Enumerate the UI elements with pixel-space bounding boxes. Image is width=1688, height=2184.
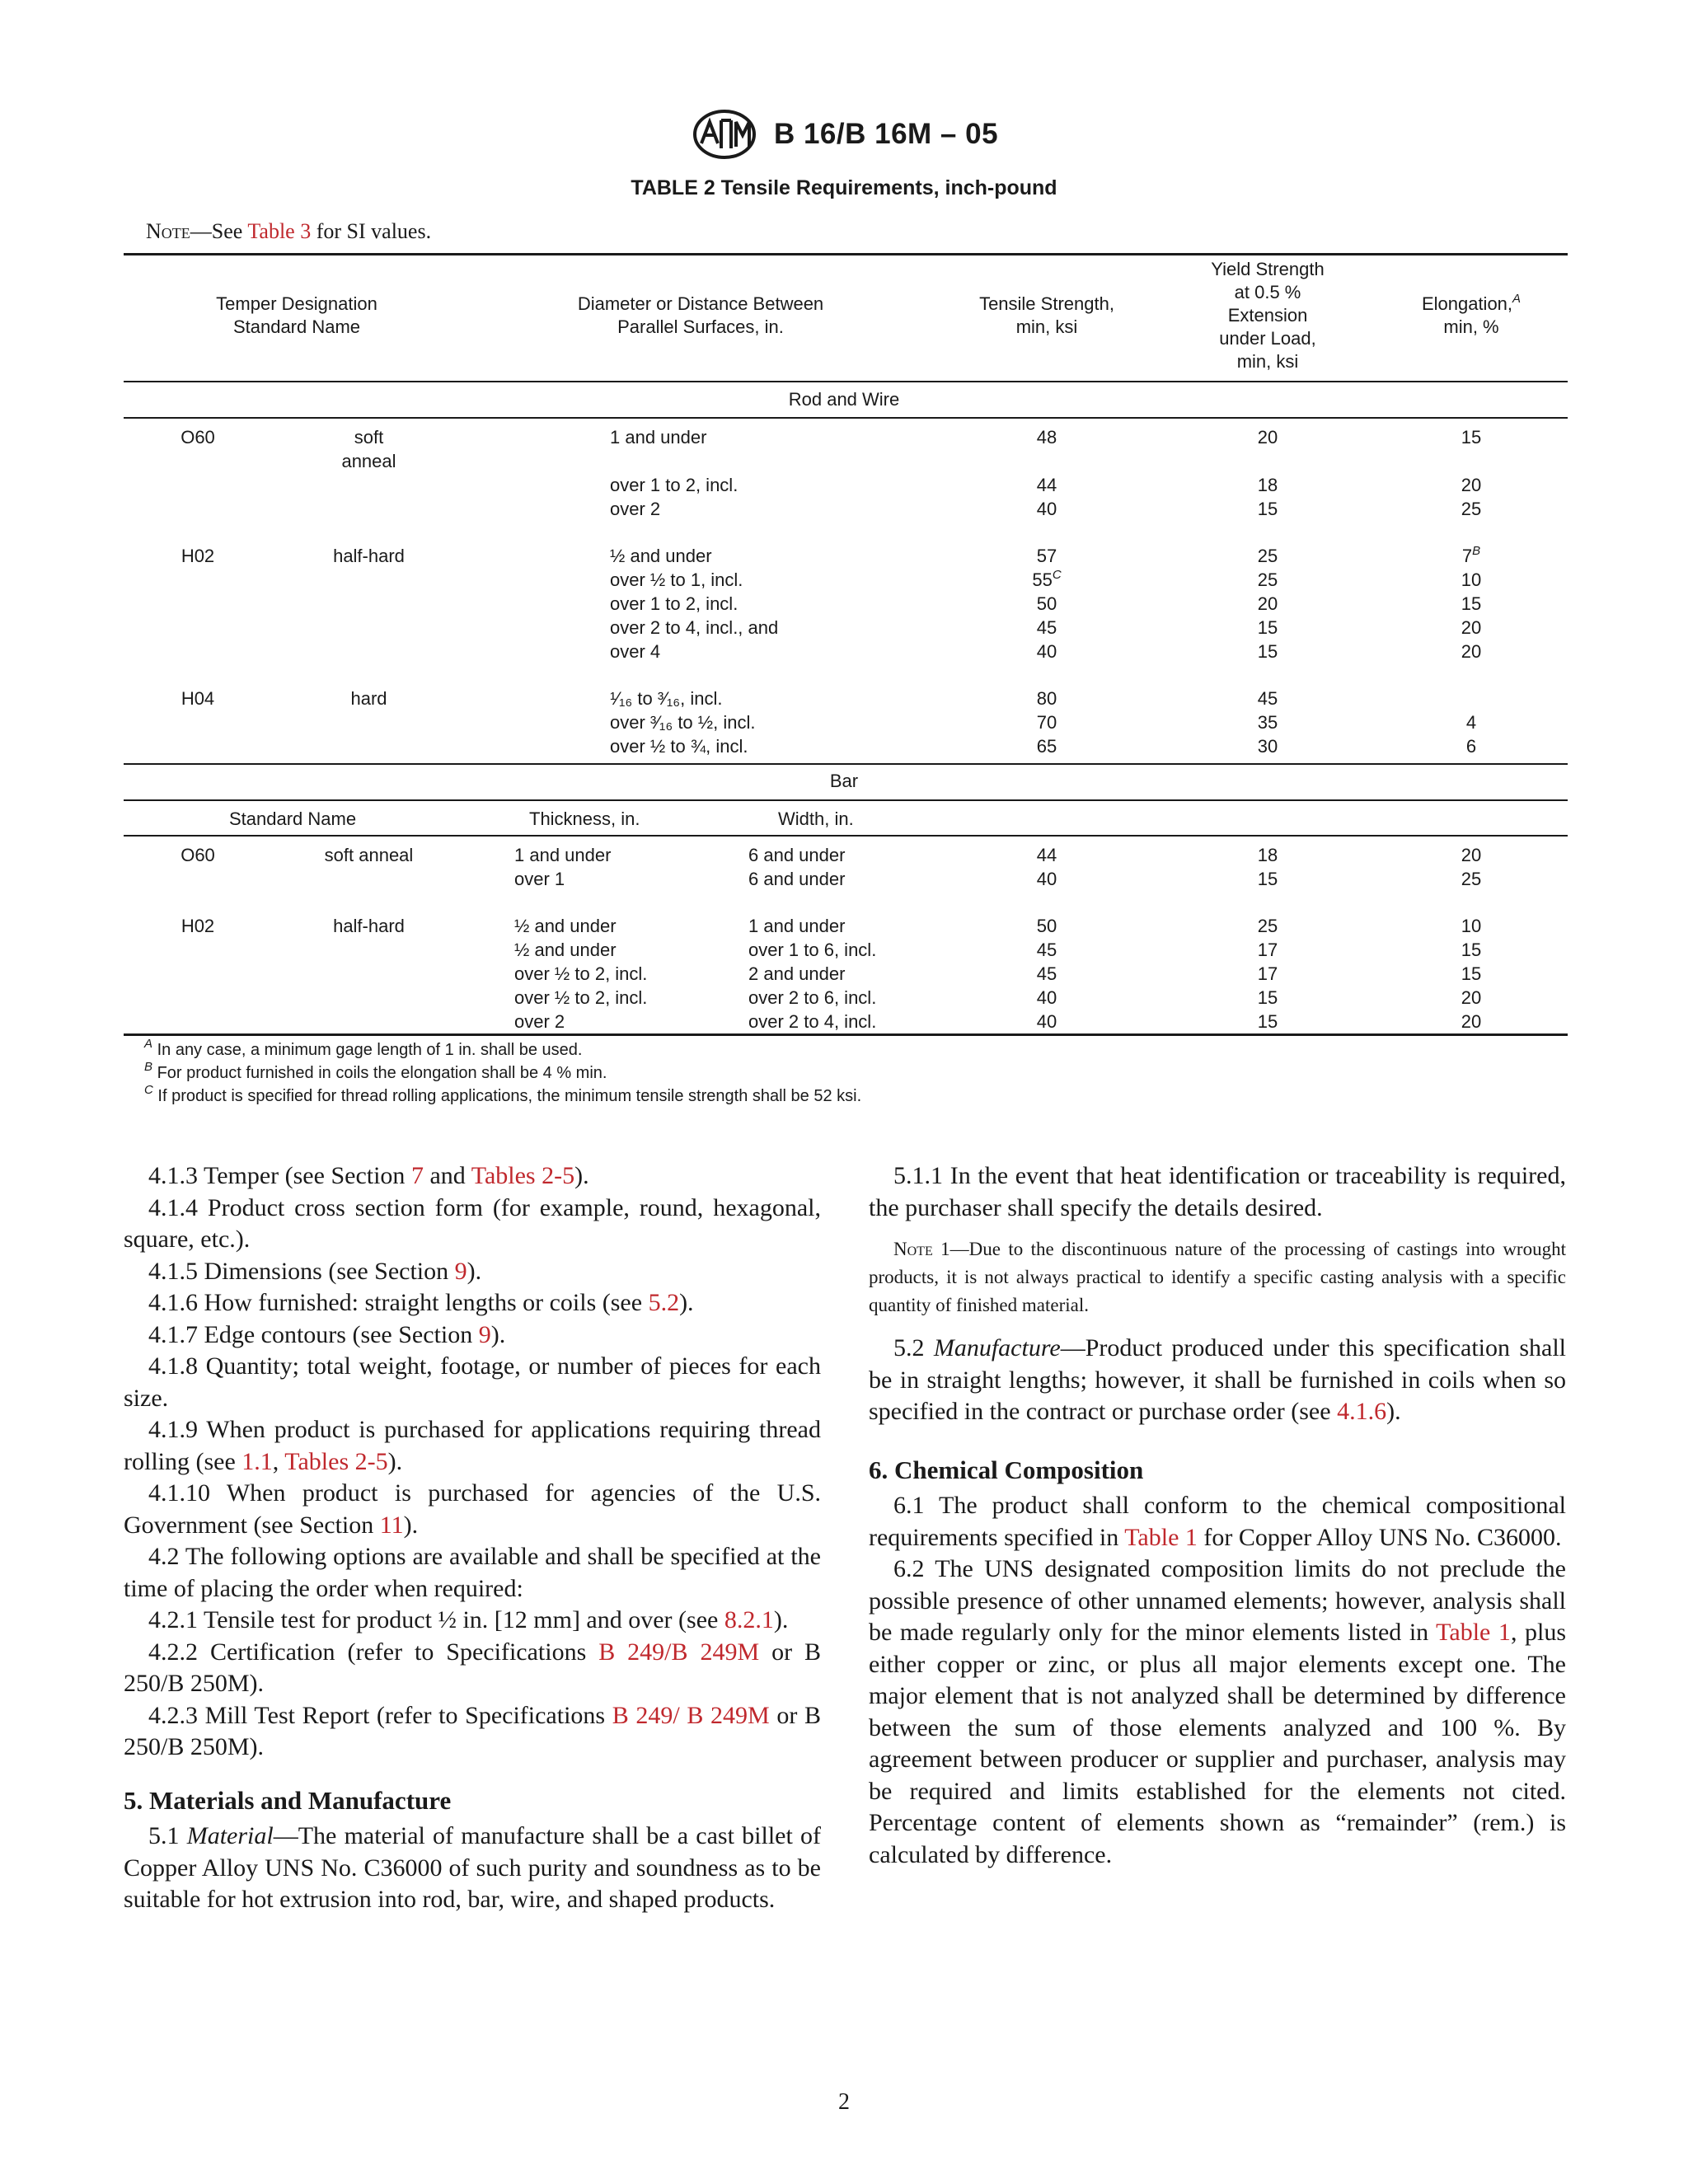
elongation-value: 7 [1461, 546, 1473, 566]
section-5-2-link[interactable]: 5.2 [648, 1289, 680, 1316]
footnote-text: If product is specified for thread rolling applications, the minimum tensile strength shall be 52 ksi. [157, 1087, 862, 1105]
text-run: ). [1386, 1398, 1401, 1425]
section-8-2-1-link[interactable]: 8.2.1 [724, 1606, 774, 1633]
paragraph-5-1-1: 5.1.1 In the event that heat identification or traceability is required, the purchaser shall specify the details desired. [869, 1162, 1566, 1221]
footnote-c-mark: C [1052, 568, 1062, 582]
astm-logo-icon [690, 107, 759, 162]
yield-cell: 15 [1257, 869, 1278, 889]
yield-cell: 15 [1257, 499, 1278, 519]
diameter-cell: ¹⁄₁₆ to ³⁄₁₆, incl. [610, 688, 723, 709]
tensile-cell: 45 [1036, 617, 1057, 638]
diameter-cell: over 1 to 2, incl. [610, 593, 738, 614]
section-11-link[interactable]: 11 [379, 1511, 404, 1539]
tables-2-5-link[interactable]: Tables 2-5 [471, 1162, 575, 1189]
yield-cell: 17 [1257, 963, 1278, 984]
yield-cell: 25 [1257, 569, 1278, 590]
elongation-cell: 20 [1461, 845, 1482, 865]
page-number: 2 [838, 2089, 850, 2115]
diameter-cell: over 2 to 4, incl., and [610, 617, 779, 638]
text-run: 6.1 The product shall conform to the chemical compositional requirements specified in [869, 1492, 1566, 1551]
section-5-heading: 5. Materials and Manufacture [124, 1785, 452, 1815]
temper-cell: H02 [181, 546, 215, 566]
footnote-mark: C [144, 1083, 153, 1097]
table-note [146, 219, 431, 244]
header-yield [1169, 258, 1367, 373]
header-diameter-line2: Parallel Surfaces, in. [617, 316, 784, 337]
text-run: ). [467, 1257, 482, 1285]
note-after: for SI values. [311, 219, 432, 243]
temper-cell: O60 [181, 845, 215, 865]
header-elongation-line1: Elongation, [1421, 293, 1513, 314]
elongation-cell: 20 [1461, 617, 1482, 638]
yield-cell: 18 [1257, 845, 1278, 865]
paragraph-5-1 [124, 1821, 821, 1916]
footnote-text: In any case, a minimum gage length of 1 in. shall be used. [157, 1041, 583, 1059]
elongation-cell: 20 [1461, 475, 1482, 495]
tensile-cell: 40 [1036, 987, 1057, 1008]
paragraph-4-1-4: 4.1.4 Product cross section form (for example, round, hexagonal, square, etc.). [124, 1193, 821, 1253]
note-1 [869, 1235, 1566, 1319]
material-term: Material [186, 1822, 274, 1849]
yield-cell: 17 [1257, 940, 1278, 960]
yield-cell: 25 [1257, 546, 1278, 566]
diameter-cell: over 4 [610, 641, 661, 662]
tensile-cell: 48 [1036, 427, 1057, 448]
yield-cell: 30 [1257, 736, 1278, 757]
elongation-cell: 25 [1461, 869, 1482, 889]
paragraph-4-1-3 [124, 1160, 821, 1193]
width-cell: over 2 to 4, incl. [748, 1011, 877, 1032]
tensile-value: 55 [1032, 569, 1053, 590]
note-before: —See [190, 219, 248, 243]
header-temper [181, 293, 412, 339]
standard-name-cell: hard [350, 688, 387, 709]
header-yield-line1: Yield Strength [1211, 259, 1325, 279]
table-3-link[interactable]: Table 3 [247, 219, 312, 243]
thickness-cell: over 2 [514, 1011, 565, 1032]
text-run: —Product produced under this specification shall be in straight lengths; however, it shall be furnished in coils when so specified in the contract or purchase order (see [869, 1334, 1566, 1425]
header-yield-line5: min, ksi [1236, 351, 1299, 372]
diameter-cell: over 1 to 2, incl. [610, 475, 738, 495]
paragraph-4-2-1 [124, 1605, 821, 1637]
bar-header-thickness: Thickness, in. [529, 808, 640, 829]
section-6-heading: 6. Chemical Composition [869, 1455, 1144, 1484]
text-run: ). [679, 1289, 694, 1316]
elongation-cell: 20 [1461, 641, 1482, 662]
text-run: 6.2 The UNS designated composition limits do not preclude the possible presence of other unnamed elements; however, analysis shall be made regularly only for the minor elements listed in [869, 1555, 1566, 1646]
text-run: 4.1.7 Edge contours (see Section [148, 1320, 479, 1348]
footnote-text: For product furnished in coils the elongation shall be 4 % min. [157, 1064, 607, 1082]
tensile-cell: 65 [1036, 736, 1057, 757]
tensile-cell: 50 [1036, 593, 1057, 614]
tensile-cell: 80 [1036, 688, 1057, 709]
standard-number: B 16/B 16M – 05 [773, 118, 999, 150]
bar-header-rule [124, 835, 1568, 837]
yield-cell: 20 [1257, 427, 1278, 448]
header-yield-line3: Extension [1227, 305, 1308, 326]
text-run: 1—Due to the discontinuous nature of the processing of castings into wrought products, it is not always practical to identify a specific casting analysis with a specific quantity of finished material. [869, 1239, 1566, 1315]
text-run: for Copper Alloy UNS No. C36000. [1197, 1523, 1562, 1551]
tensile-cell: 57 [1036, 546, 1057, 566]
text-run: 4.1.5 Dimensions (see Section [148, 1257, 455, 1285]
paragraph-4-1-9 [124, 1414, 821, 1478]
note-prefix: Note [893, 1239, 933, 1259]
page-header [0, 107, 1688, 162]
header-elongation-sup: A [1512, 292, 1522, 306]
width-cell: 1 and under [748, 916, 846, 936]
header-diameter [536, 293, 865, 339]
paragraph-5-2 [869, 1333, 1566, 1428]
diameter-cell: over ³⁄₁₆ to ½, incl. [610, 712, 756, 733]
right-column [869, 1160, 1566, 1871]
standard-name-cell: soft anneal [324, 845, 414, 865]
elongation-cell: 10 [1461, 916, 1482, 936]
yield-cell: 15 [1257, 987, 1278, 1008]
table-1-link[interactable]: Table 1 [1124, 1523, 1198, 1551]
rod-label-rule [124, 417, 1568, 419]
text-run: ). [773, 1606, 789, 1633]
paragraph-4-1-10 [124, 1478, 821, 1541]
tensile-cell: 44 [1036, 845, 1057, 865]
elongation-cell: 4 [1465, 712, 1477, 733]
header-temper-line1: Temper Designation [216, 293, 377, 314]
rod-bottom-rule [124, 763, 1568, 765]
header-elongation [1372, 293, 1570, 339]
yield-cell: 15 [1257, 617, 1278, 638]
text-run: , plus either copper or zinc, or plus all major elements except one. The major element that is not analyzed shall be determined by difference between the sum of those elements analyzed and 100 %. By agreement between producer or supplier and purchaser, analysis may be required and limits established for the elements not cited. Percentage content of elements shown as “remainder” (rem.) is calculated by difference. [869, 1619, 1567, 1868]
paragraph-4-2-2 [124, 1637, 821, 1700]
section-4-1-6-link[interactable]: 4.1.6 [1337, 1398, 1387, 1425]
header-yield-line4: under Load, [1219, 328, 1316, 349]
width-cell: 6 and under [748, 845, 846, 865]
header-yield-line2: at 0.5 % [1234, 282, 1301, 302]
header-tensile [948, 293, 1146, 339]
temper-cell: H04 [181, 688, 215, 709]
diameter-cell: over ½ to 1, incl. [610, 569, 743, 590]
yield-cell: 18 [1257, 475, 1278, 495]
text-run: and [423, 1162, 471, 1189]
text-run: 4.1.10 When product is purchased for agencies of the U.S. Government (see Section [124, 1479, 821, 1539]
elongation-cell: 15 [1461, 963, 1482, 984]
temper-cell: H02 [181, 916, 215, 936]
width-cell: over 2 to 6, incl. [748, 987, 877, 1008]
text-run: or B 250/B 250M). [124, 1638, 822, 1697]
tensile-cell: 40 [1036, 1011, 1057, 1032]
section-9-link[interactable]: 9 [478, 1320, 491, 1348]
header-diameter-line1: Diameter or Distance Between [577, 293, 824, 314]
paragraph-6-2 [869, 1554, 1566, 1871]
tensile-cell: 40 [1036, 499, 1057, 519]
bar-header-standard-name: Standard Name [229, 808, 357, 829]
footnote-mark: B [144, 1060, 153, 1074]
standard-name-cell-line2: anneal [341, 451, 396, 471]
thickness-cell: 1 and under [514, 845, 612, 865]
table-footnotes [144, 1038, 861, 1108]
elongation-cell: 25 [1461, 499, 1482, 519]
footnote [144, 1062, 861, 1085]
table-1-link[interactable]: Table 1 [1436, 1619, 1511, 1646]
paragraph-4-2-3 [124, 1700, 821, 1764]
diameter-cell: ½ and under [610, 546, 712, 566]
standard-name-cell: half-hard [333, 546, 405, 566]
text-run: 5.2 [893, 1334, 934, 1361]
text-run: 4.2.2 Certification (refer to Specifications [148, 1638, 599, 1666]
tensile-cell: 40 [1036, 869, 1057, 889]
tensile-cell: 45 [1036, 940, 1057, 960]
diameter-cell: 1 and under [610, 427, 707, 448]
header-bottom-rule [124, 381, 1568, 382]
elongation-cell [1430, 544, 1512, 568]
text-run: , [272, 1447, 285, 1475]
footnote [144, 1085, 861, 1108]
thickness-cell: over ½ to 2, incl. [514, 963, 648, 984]
paragraph-4-1-5 [124, 1256, 821, 1288]
section-7-link[interactable]: 7 [410, 1162, 424, 1189]
text-run: or B 250/B 250M). [124, 1701, 821, 1760]
paragraph-4-1-6 [124, 1287, 821, 1319]
yield-cell: 20 [1257, 593, 1278, 614]
footnote [144, 1038, 861, 1062]
diameter-cell: over 2 [610, 499, 661, 519]
text-run: 4.1.3 Temper (see Section [148, 1162, 411, 1189]
table-bottom-rule [124, 1033, 1568, 1036]
paragraph-6-1 [869, 1490, 1566, 1554]
header-elongation-line2: min, % [1443, 316, 1499, 337]
elongation-cell: 15 [1461, 427, 1482, 448]
text-run: —The material of manufacture shall be a cast billet of Copper Alloy UNS No. C36000 of such purity and soundness as to be suitable for hot extrusion into rod, bar, wire, and shaped products. [124, 1822, 821, 1913]
tensile-cell: 44 [1036, 475, 1057, 495]
text-run: 5.1 [148, 1822, 187, 1849]
text-run: ). [574, 1162, 589, 1189]
diameter-cell: over ½ to ¾, incl. [610, 736, 748, 757]
temper-cell: O60 [181, 427, 215, 448]
tensile-cell: 40 [1036, 641, 1057, 662]
text-run: 4.2.1 Tensile test for product ½ in. [12 mm] and over (see [148, 1606, 724, 1633]
elongation-cell: 15 [1461, 593, 1482, 614]
bar-header-width: Width, in. [778, 808, 854, 829]
text-run: ). [403, 1511, 419, 1539]
header-temper-line2: Standard Name [232, 316, 361, 337]
yield-cell: 45 [1257, 688, 1278, 709]
standard-name-cell: half-hard [333, 916, 405, 936]
tensile-cell: 50 [1036, 916, 1057, 936]
text-run: 4.1.9 When product is purchased for applications requiring thread rolling (see [124, 1416, 821, 1475]
text-run: ). [490, 1320, 506, 1348]
paragraph-4-1-7 [124, 1319, 821, 1352]
elongation-cell: 20 [1461, 1011, 1482, 1032]
footnote-mark: A [144, 1037, 153, 1051]
tables-2-5-link[interactable]: Tables 2-5 [284, 1447, 388, 1475]
rod-wire-label: Rod and Wire [788, 389, 900, 410]
text-run: 4.1.6 How furnished: straight lengths or coils (see [148, 1289, 649, 1316]
table-title: TABLE 2 Tensile Requirements, inch-pound [631, 176, 1057, 199]
section-1-1-link[interactable]: 1.1 [241, 1447, 273, 1475]
elongation-cell: 6 [1465, 736, 1477, 757]
left-column [124, 1160, 821, 1916]
table-top-rule [124, 253, 1568, 255]
section-9-link[interactable]: 9 [454, 1257, 467, 1285]
paragraph-4-2: 4.2 The following options are available and shall be specified at the time of placing the order when required: [124, 1543, 821, 1602]
header-tensile-line2: min, ksi [1015, 316, 1078, 337]
elongation-cell: 15 [1461, 940, 1482, 960]
thickness-cell: ½ and under [514, 940, 617, 960]
elongation-cell: 20 [1461, 987, 1482, 1008]
yield-cell: 15 [1257, 1011, 1278, 1032]
yield-cell: 25 [1257, 916, 1278, 936]
yield-cell: 35 [1257, 712, 1278, 733]
tensile-cell: 45 [1036, 963, 1057, 984]
manufacture-term: Manufacture [933, 1334, 1061, 1361]
thickness-cell: over ½ to 2, incl. [514, 987, 648, 1008]
elongation-cell: 10 [1461, 569, 1482, 590]
width-cell: 2 and under [748, 963, 846, 984]
note-prefix: Note [146, 219, 190, 243]
spec-b249-link[interactable]: B 249/ B 249M [612, 1701, 770, 1729]
thickness-cell: ½ and under [514, 916, 617, 936]
spec-b249-link[interactable]: B 249/B 249M [598, 1638, 760, 1666]
paragraph-4-1-8: 4.1.8 Quantity; total weight, footage, or number of pieces for each size. [124, 1352, 821, 1412]
bar-label: Bar [829, 771, 859, 791]
tensile-cell [1006, 568, 1088, 592]
text-run: 4.2.3 Mill Test Report (refer to Specifications [148, 1701, 612, 1729]
standard-name-cell: soft [354, 427, 384, 448]
tensile-cell: 70 [1036, 712, 1057, 733]
width-cell: 6 and under [748, 869, 846, 889]
bar-label-rule [124, 799, 1568, 801]
thickness-cell: over 1 [514, 869, 565, 889]
width-cell: over 1 to 6, incl. [748, 940, 877, 960]
yield-cell: 15 [1257, 641, 1278, 662]
text-run: ). [387, 1447, 403, 1475]
footnote-b-mark: B [1472, 544, 1481, 558]
header-tensile-line1: Tensile Strength, [979, 293, 1114, 314]
